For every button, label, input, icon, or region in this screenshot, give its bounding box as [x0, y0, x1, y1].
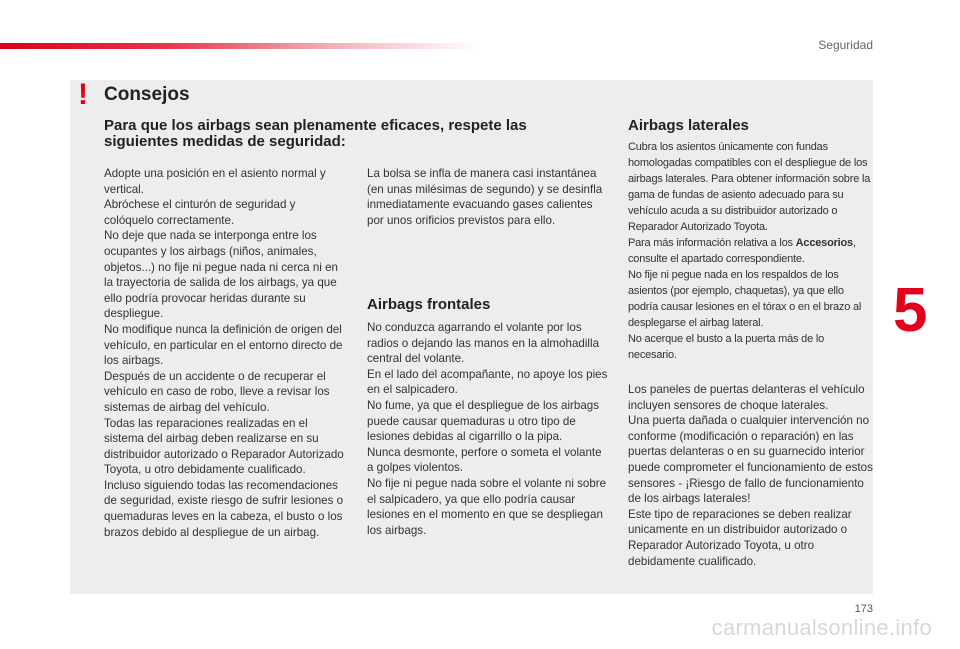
frontal-airbags-column: [367, 320, 609, 538]
header-accent-bar: [0, 43, 480, 49]
lateral-airbags-column: [628, 139, 873, 363]
section-title: Seguridad: [818, 38, 873, 52]
lateral-line: Cubra los asientos únicamente con fundas homologadas compatibles con el despliegue de los airbags laterales. Para obtener información sobre la gama de fundas de asiento adecuado para su vehículo acuda a su distribuidor autorizado o Reparador Autorizado Toyota.: [628, 141, 871, 233]
accessories-keyword: Accesorios: [795, 237, 853, 249]
frontal-line: En el lado del acompañante, no apoye los pies en el salpicadero.: [367, 367, 608, 397]
door-line: Una puerta dañada o cualquier intervención no conforme (modificación o reparación) en las puertas delanteras o en su guarnecido interior puede comprometer el funcionamiento de estos sensores - ¡Riesgo de fallo de funcionamiento de los airbags laterales!: [628, 414, 873, 506]
lateral-accessories-line: [628, 235, 873, 267]
frontal-line: No fume, ya que el despliegue de los airbags puede causar quemaduras u otro tipo de lesiones debidas al cigarrillo o la pipa.: [367, 398, 600, 444]
chapter-number: 5: [893, 276, 928, 345]
advice-line: Incluso siguiendo todas las recomendaciones de seguridad, existe riesgo de sufrir lesiones o quemaduras leves en la cabeza, el busto o los brazos debido al despliegue de un airbag.: [104, 478, 344, 539]
advice-line: No deje que nada se interponga entre los ocupantes y los airbags (niños, animales, objetos...) no fije ni pegue nada ni cerca ni en la trayectoria de salida de los airbags, ya que ello podría provocar heridas durante su despliegue.: [104, 229, 338, 321]
intro-heading: Para que los airbags sean plenamente eficaces, respete las siguientes medidas de seguridad:: [104, 117, 527, 150]
general-advice-column: [104, 166, 346, 540]
lateral-line: No acerque el busto a la puerta más de lo necesario.: [628, 333, 825, 361]
inflation-note: La bolsa se infla de manera casi instantánea (en unas milésimas de segundo) y se desinfla inmediatamente evacuando gases calientes por unos orificios previstos para ello.: [367, 167, 603, 227]
lateral-airbags-heading: Airbags laterales: [628, 117, 749, 134]
lateral-line: No fije ni pegue nada en los respaldos de los asientos (por ejemplo, chaquetas), ya que ello podría causar lesiones en el tórax o en el brazo al desplegarse el airbag lateral.: [628, 269, 862, 329]
frontal-line: No conduzca agarrando el volante por los radios o dejando las manos en la almohadilla central del volante.: [367, 321, 600, 366]
frontal-airbags-heading: Airbags frontales: [367, 296, 491, 313]
door-line: Los paneles de puertas delanteras el vehículo incluyen sensores de choque laterales.: [628, 383, 865, 412]
advice-line: Abróchese el cinturón de seguridad y colóquelo correctamente.: [104, 198, 296, 227]
door-line: Este tipo de reparaciones se deben realizar unicamente en un distribuidor autorizado o Reparador Autorizado Toyota, u otro debidamente cualificado.: [628, 507, 852, 568]
advice-line: Todas las reparaciones realizadas en el sistema del airbag deben realizarse en su distribuidor autorizado o Reparador Autorizado Toyota, u otro debidamente cualificado.: [104, 416, 344, 477]
page-number: 173: [854, 603, 873, 615]
advice-line: No modifique nunca la definición de origen del vehículo, en particular en el entorno directo de los airbags.: [104, 322, 343, 368]
advice-line: Adopte una posición en el asiento normal y vertical.: [104, 167, 326, 196]
lateral-text: Para más información relativa a los: [628, 237, 796, 249]
frontal-line: No fije ni pegue nada sobre el volante ni sobre el salpicadero, ya que ello podría causar lesiones en el momento en que se despliegan los airbags.: [367, 476, 607, 537]
door-sensors-column: [628, 382, 873, 569]
warning-icon: !: [78, 78, 88, 111]
watermark: carmanualsonline.info: [711, 615, 932, 640]
lateral-text: , consulte el apartado correspondiente.: [628, 237, 856, 265]
panel-title: Consejos: [104, 84, 190, 105]
advice-line: Después de un accidente o de recuperar el vehículo en caso de robo, lleve a revisar los sistemas de airbag del vehículo.: [104, 369, 330, 414]
frontal-line: Nunca desmonte, perfore o someta el volante a golpes violentos.: [367, 445, 602, 475]
